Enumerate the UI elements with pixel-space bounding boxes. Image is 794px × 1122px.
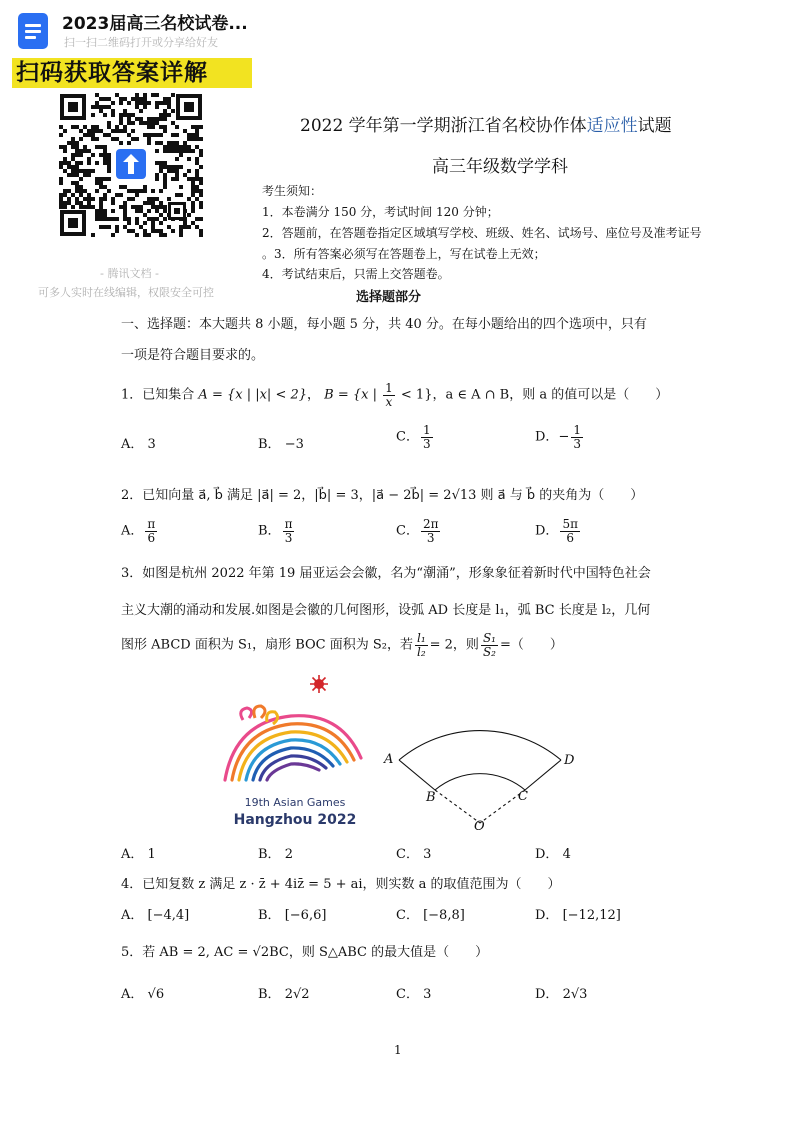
tencent-docs-icon [18, 13, 48, 49]
logo-text-line2: Hangzhou 2022 [233, 812, 357, 828]
q2-option-b: B． $\frac{\pi}{3}$ [258, 517, 293, 545]
q1-option-a: A． 3 [121, 437, 156, 452]
q2-option-c: C． $\frac{2\pi}{3}$ [396, 517, 439, 545]
notice-item: 。3．所有答案必须写在答题卷上，写在试卷上无效； [262, 247, 546, 261]
page-number: 1 [394, 1043, 402, 1057]
q3-option-c: C． 3 [396, 847, 432, 862]
q3-option-d: D． 4 [535, 847, 571, 862]
question-2: 2．已知向量 a⃗, b⃗ 满足 |a⃗| = 2，|b⃗| = 3，|a⃗ − 2b⃗| = 2√13 则 a⃗ 与 b⃗ 的夹角为（ ） [121, 488, 644, 503]
question-4: 4．已知复数 z 满足 z · z̄ + 4iz̄ = 5 + ai，则实数 a 的取值范围为（ ） [121, 877, 561, 892]
question-3-line3: 图形 ABCD 面积为 S₁，扇形 BOC 面积为 S₂，若 $\frac{\text{l₁}}{\text{l₂}}$ = 2，则 $\frac{\text{S₁}}{\text{S₂}}$ =（ ） [121, 631, 563, 659]
banner-text: 扫码获取答案详解 [16, 60, 208, 86]
q2-option-d: D． $\frac{5\pi}{6}$ [535, 517, 578, 545]
notice-heading: 考生须知： [262, 184, 323, 198]
part-intro-cont: 一项是符合题目要求的。 [121, 348, 265, 363]
title-highlight: 适应性 [586, 116, 638, 136]
q4-option-a: A． [−4,4] [121, 908, 190, 923]
section-heading: 选择题部分 [356, 290, 422, 305]
q3-option-a: A． 1 [121, 847, 156, 862]
label-d: D [564, 753, 575, 768]
notice-item: 4．考试结束后，只需上交答题卷。 [262, 267, 450, 281]
label-a: A [384, 752, 394, 767]
q2-option-a: A． $\frac{\pi}{6}$ [121, 517, 156, 545]
question-5: 5．若 AB = 2, AC = √2BC，则 S△ABC 的最大值是（ ） [121, 945, 489, 960]
q3-option-b: B． 2 [258, 847, 293, 862]
qr-code[interactable] [58, 92, 204, 238]
question-3-line2: 主义大潮的涌动和发展.如图是会徽的几何图形，设弧 AD 长度是 l₁，弧 BC 长度是 l₂，几何 [121, 603, 651, 618]
logo-text-line1: 19th Asian Games [244, 796, 346, 809]
notice-item: 2．答题前，在答题卷指定区域填写学校、班级、姓名、试场号、座位号及准考证号 [262, 226, 702, 240]
arc-ad [399, 731, 561, 760]
question-3-line1: 3．如图是杭州 2022 年第 19 届亚运会会徽，名为“潮涌”，形象象征着新时代中国特色社会 [121, 566, 651, 581]
exam-subtitle: 高三年级数学学科 [432, 157, 568, 177]
part-intro: 一、选择题：本大题共 8 小题，每小题 5 分，共 40 分。在每小题给出的四个选项中，只有 [121, 317, 647, 332]
q5-option-a: A． √6 [121, 987, 165, 1002]
label-c: C [518, 789, 528, 804]
q1-option-b: B． −3 [258, 437, 304, 452]
sun-emblem [310, 675, 328, 693]
watermark-line1: - 腾讯文档 - [100, 267, 159, 280]
q1-option-c: C． $\frac{1}{3}$ [396, 423, 431, 451]
answer-banner[interactable] [12, 58, 252, 88]
question-1: 1．已知集合 A = {x | |x| < 2}， B = {x | $\frac{1}{x}$ < 1}，a ∈ A ∩ B，则 a 的值可以是（ ） [121, 381, 669, 409]
segment-ab [399, 760, 435, 790]
watermark-line2: 可多人实时在线编辑，权限安全可控 [38, 286, 214, 299]
share-hint: 扫一扫二维码打开或分享给好友 [64, 36, 218, 49]
q4-option-b: B． [−6,6] [258, 908, 327, 923]
asian-games-logo [215, 672, 375, 832]
notice-item: 1．本卷满分 150 分，考试时间 120 分钟； [262, 205, 499, 219]
label-b: B [426, 790, 436, 805]
q1-option-d: D．− $\frac{1}{3}$ [535, 423, 581, 451]
q5-option-d: D． 2√3 [535, 987, 588, 1002]
q5-option-b: B． 2√2 [258, 987, 310, 1002]
sector-figure [380, 706, 580, 836]
label-o: O [474, 819, 485, 834]
segment-dc [525, 760, 561, 790]
exam-title: 2022 学年第一学期浙江省名校协作体适应性试题 [300, 116, 672, 136]
q4-option-c: C． [−8,8] [396, 908, 465, 923]
file-title[interactable]: 2023届高三名校试卷... [62, 14, 248, 34]
arc-bc [435, 774, 525, 790]
q5-option-c: C． 3 [396, 987, 432, 1002]
q4-option-d: D． [−12,12] [535, 908, 621, 923]
tide-waves [225, 716, 361, 780]
